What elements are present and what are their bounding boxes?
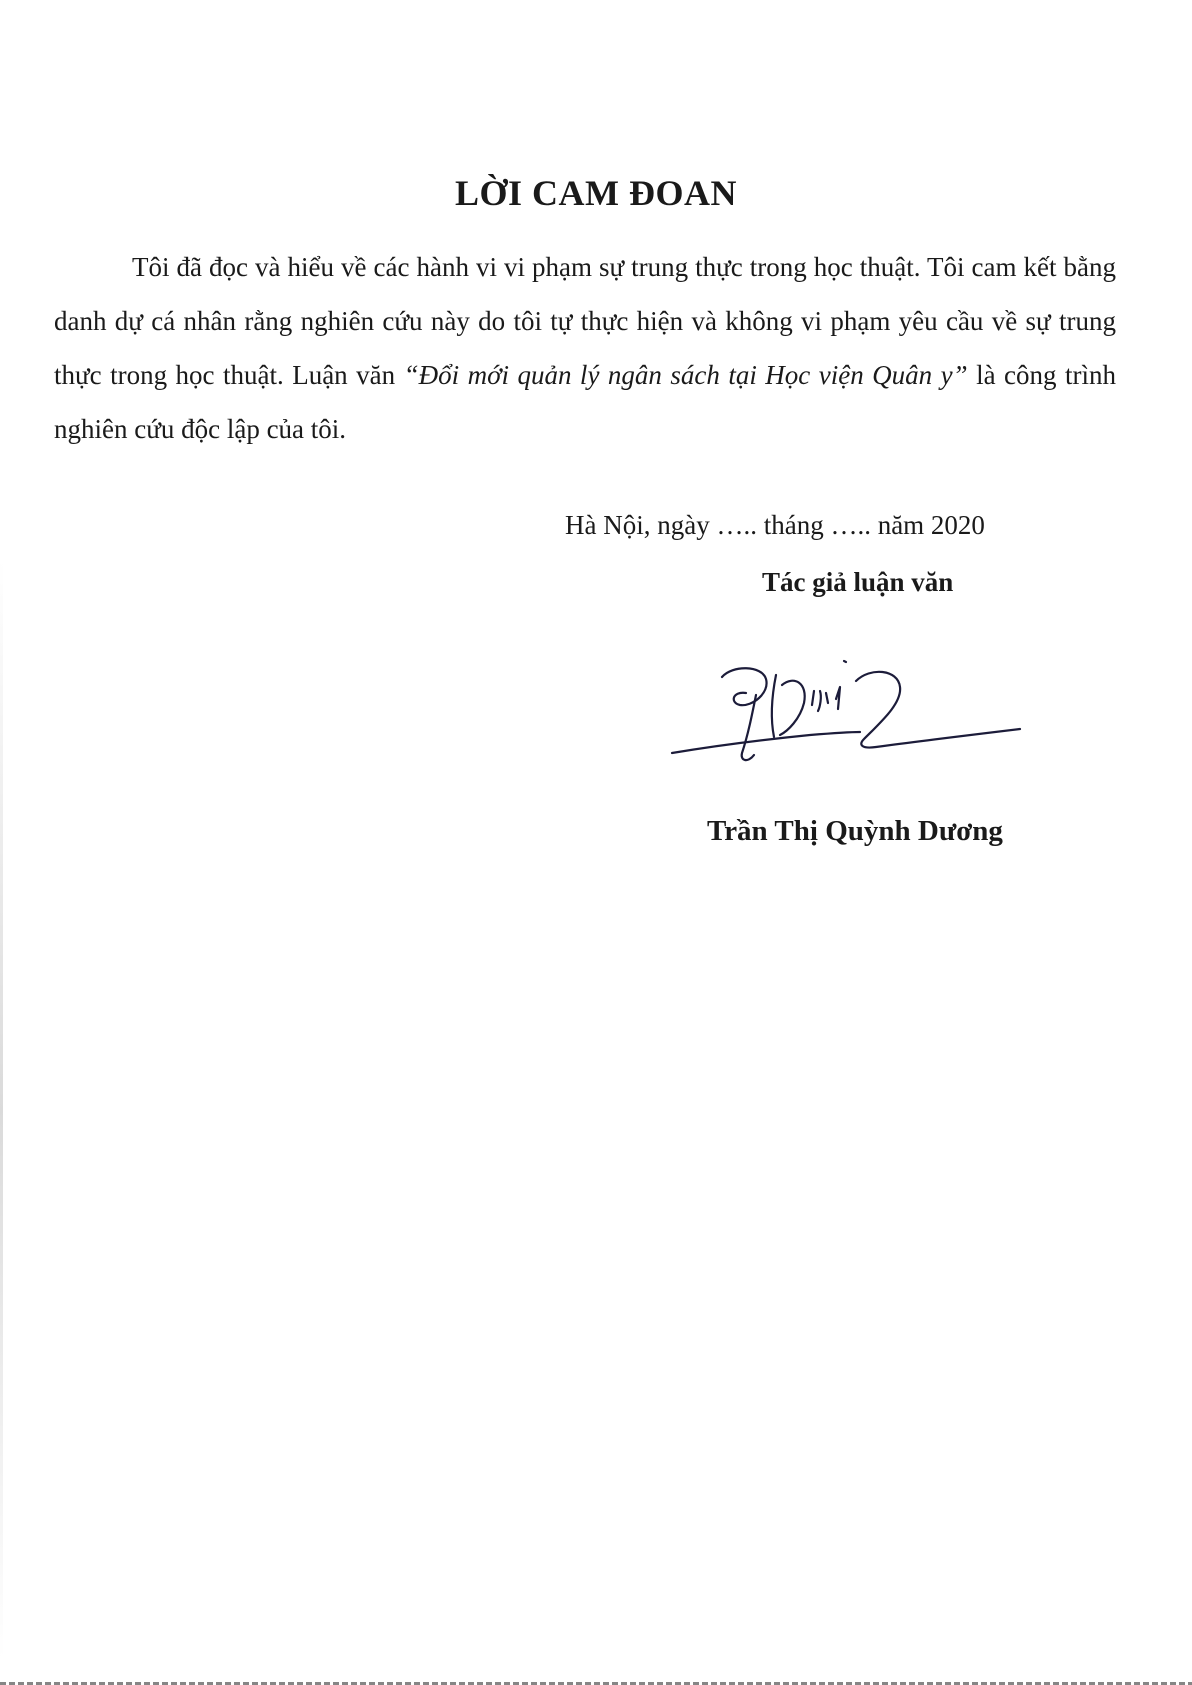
scan-edge-shadow [0,560,3,1660]
thesis-title: “Đổi mới quản lý ngân sách tại Học viện Quân y” [403,360,968,390]
handwritten-signature [660,655,1040,775]
page-title: LỜI CAM ĐOAN [455,173,737,213]
author-label: Tác giả luận văn [762,567,954,597]
paragraph-text-part1: Tôi đã đọc và hiểu về các hành vi vi phạm sự trung thực trong học thuật. Tôi cam kết bằng danh dự cá nhân rằng nghiên cứu này do tôi tự thực hiện và không vi phạm yêu cầu về sự trung thực trong học thuật. Luận văn [54,252,1116,390]
author-name: Trần Thị Quỳnh Dương [707,815,1003,847]
declaration-paragraph [54,240,1116,456]
paragraph-text-part2: là công trình nghiên cứu độc lập của tôi. [54,360,1117,444]
date-line: Hà Nội, ngày ….. tháng ….. năm 2020 [565,510,985,540]
